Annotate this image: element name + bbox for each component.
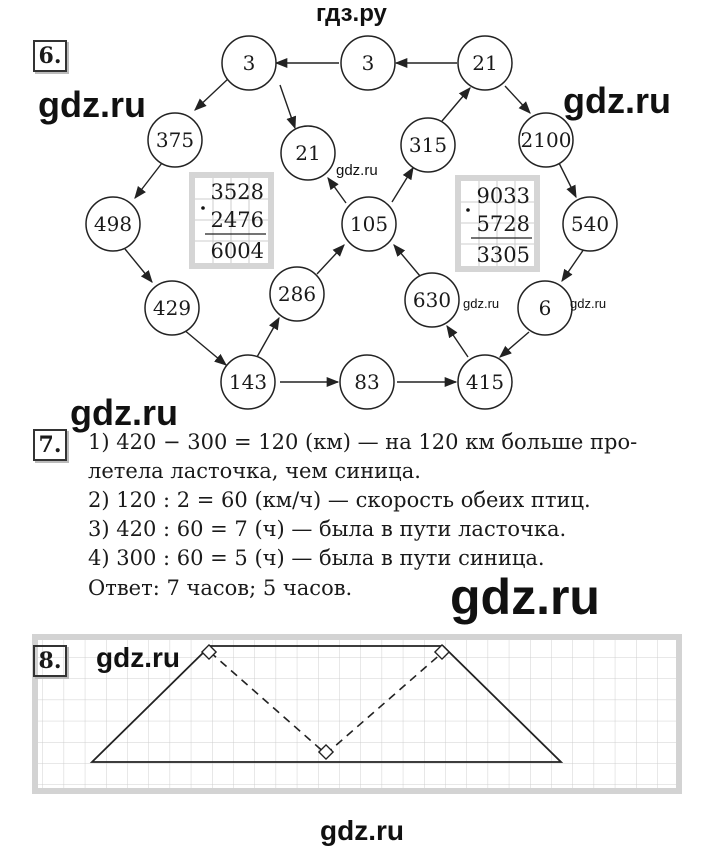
watermark: gdz.ru	[38, 84, 146, 125]
svg-text:21: 21	[295, 141, 321, 165]
svg-text:498: 498	[93, 212, 133, 236]
svg-text:3: 3	[361, 51, 375, 75]
watermark: gdz.ru	[450, 569, 600, 625]
solution-line: 3) 420 : 60 = 7 (ч) — была в пути ласточка.	[88, 517, 567, 541]
site-header: гдз.ру	[316, 0, 387, 27]
calc-value: 2476	[210, 208, 264, 232]
answer-line: Ответ: 7 часов; 5 часов.	[88, 576, 353, 600]
svg-text:83: 83	[354, 370, 380, 394]
svg-text:375: 375	[155, 128, 195, 152]
watermark: gdz.ru	[463, 296, 500, 311]
svg-text:415: 415	[465, 370, 505, 394]
task7-number: 7.	[33, 429, 67, 461]
site-footer: gdz.ru	[320, 815, 404, 846]
svg-text:105: 105	[349, 212, 389, 236]
solution-line: 1) 420 − 300 = 120 (км) — на 120 км больше про-	[88, 430, 638, 454]
watermark: gdz.ru	[96, 642, 180, 673]
svg-text:6: 6	[538, 296, 552, 320]
watermark: gdz.ru	[336, 162, 378, 179]
svg-text:21: 21	[472, 51, 498, 75]
svg-text:630: 630	[412, 288, 452, 312]
svg-text:286: 286	[277, 282, 317, 306]
svg-text:540: 540	[570, 212, 610, 236]
svg-text:315: 315	[408, 133, 448, 157]
task6-number: 6.	[33, 40, 67, 72]
svg-text:2100: 2100	[520, 128, 572, 152]
solution-line: 4) 300 : 60 = 5 (ч) — была в пути синица.	[88, 546, 545, 570]
svg-text:3: 3	[242, 51, 256, 75]
svg-text:143: 143	[228, 370, 268, 394]
solution-line: летела ласточка, чем синица.	[88, 459, 421, 483]
calc-value: 3305	[476, 243, 530, 267]
watermark: gdz.ru	[570, 296, 607, 311]
watermark: gdz.ru	[70, 392, 178, 433]
calc-value: 5728	[476, 212, 530, 236]
task8-number: 8.	[33, 645, 67, 677]
watermark: gdz.ru	[563, 80, 671, 121]
calc-value: 3528	[210, 180, 264, 204]
calc-value: 9033	[476, 184, 530, 208]
svg-text:429: 429	[152, 296, 192, 320]
calc-value: 6004	[210, 239, 264, 263]
solution-line: 2) 120 : 2 = 60 (км/ч) — скорость обеих птиц.	[88, 488, 591, 512]
